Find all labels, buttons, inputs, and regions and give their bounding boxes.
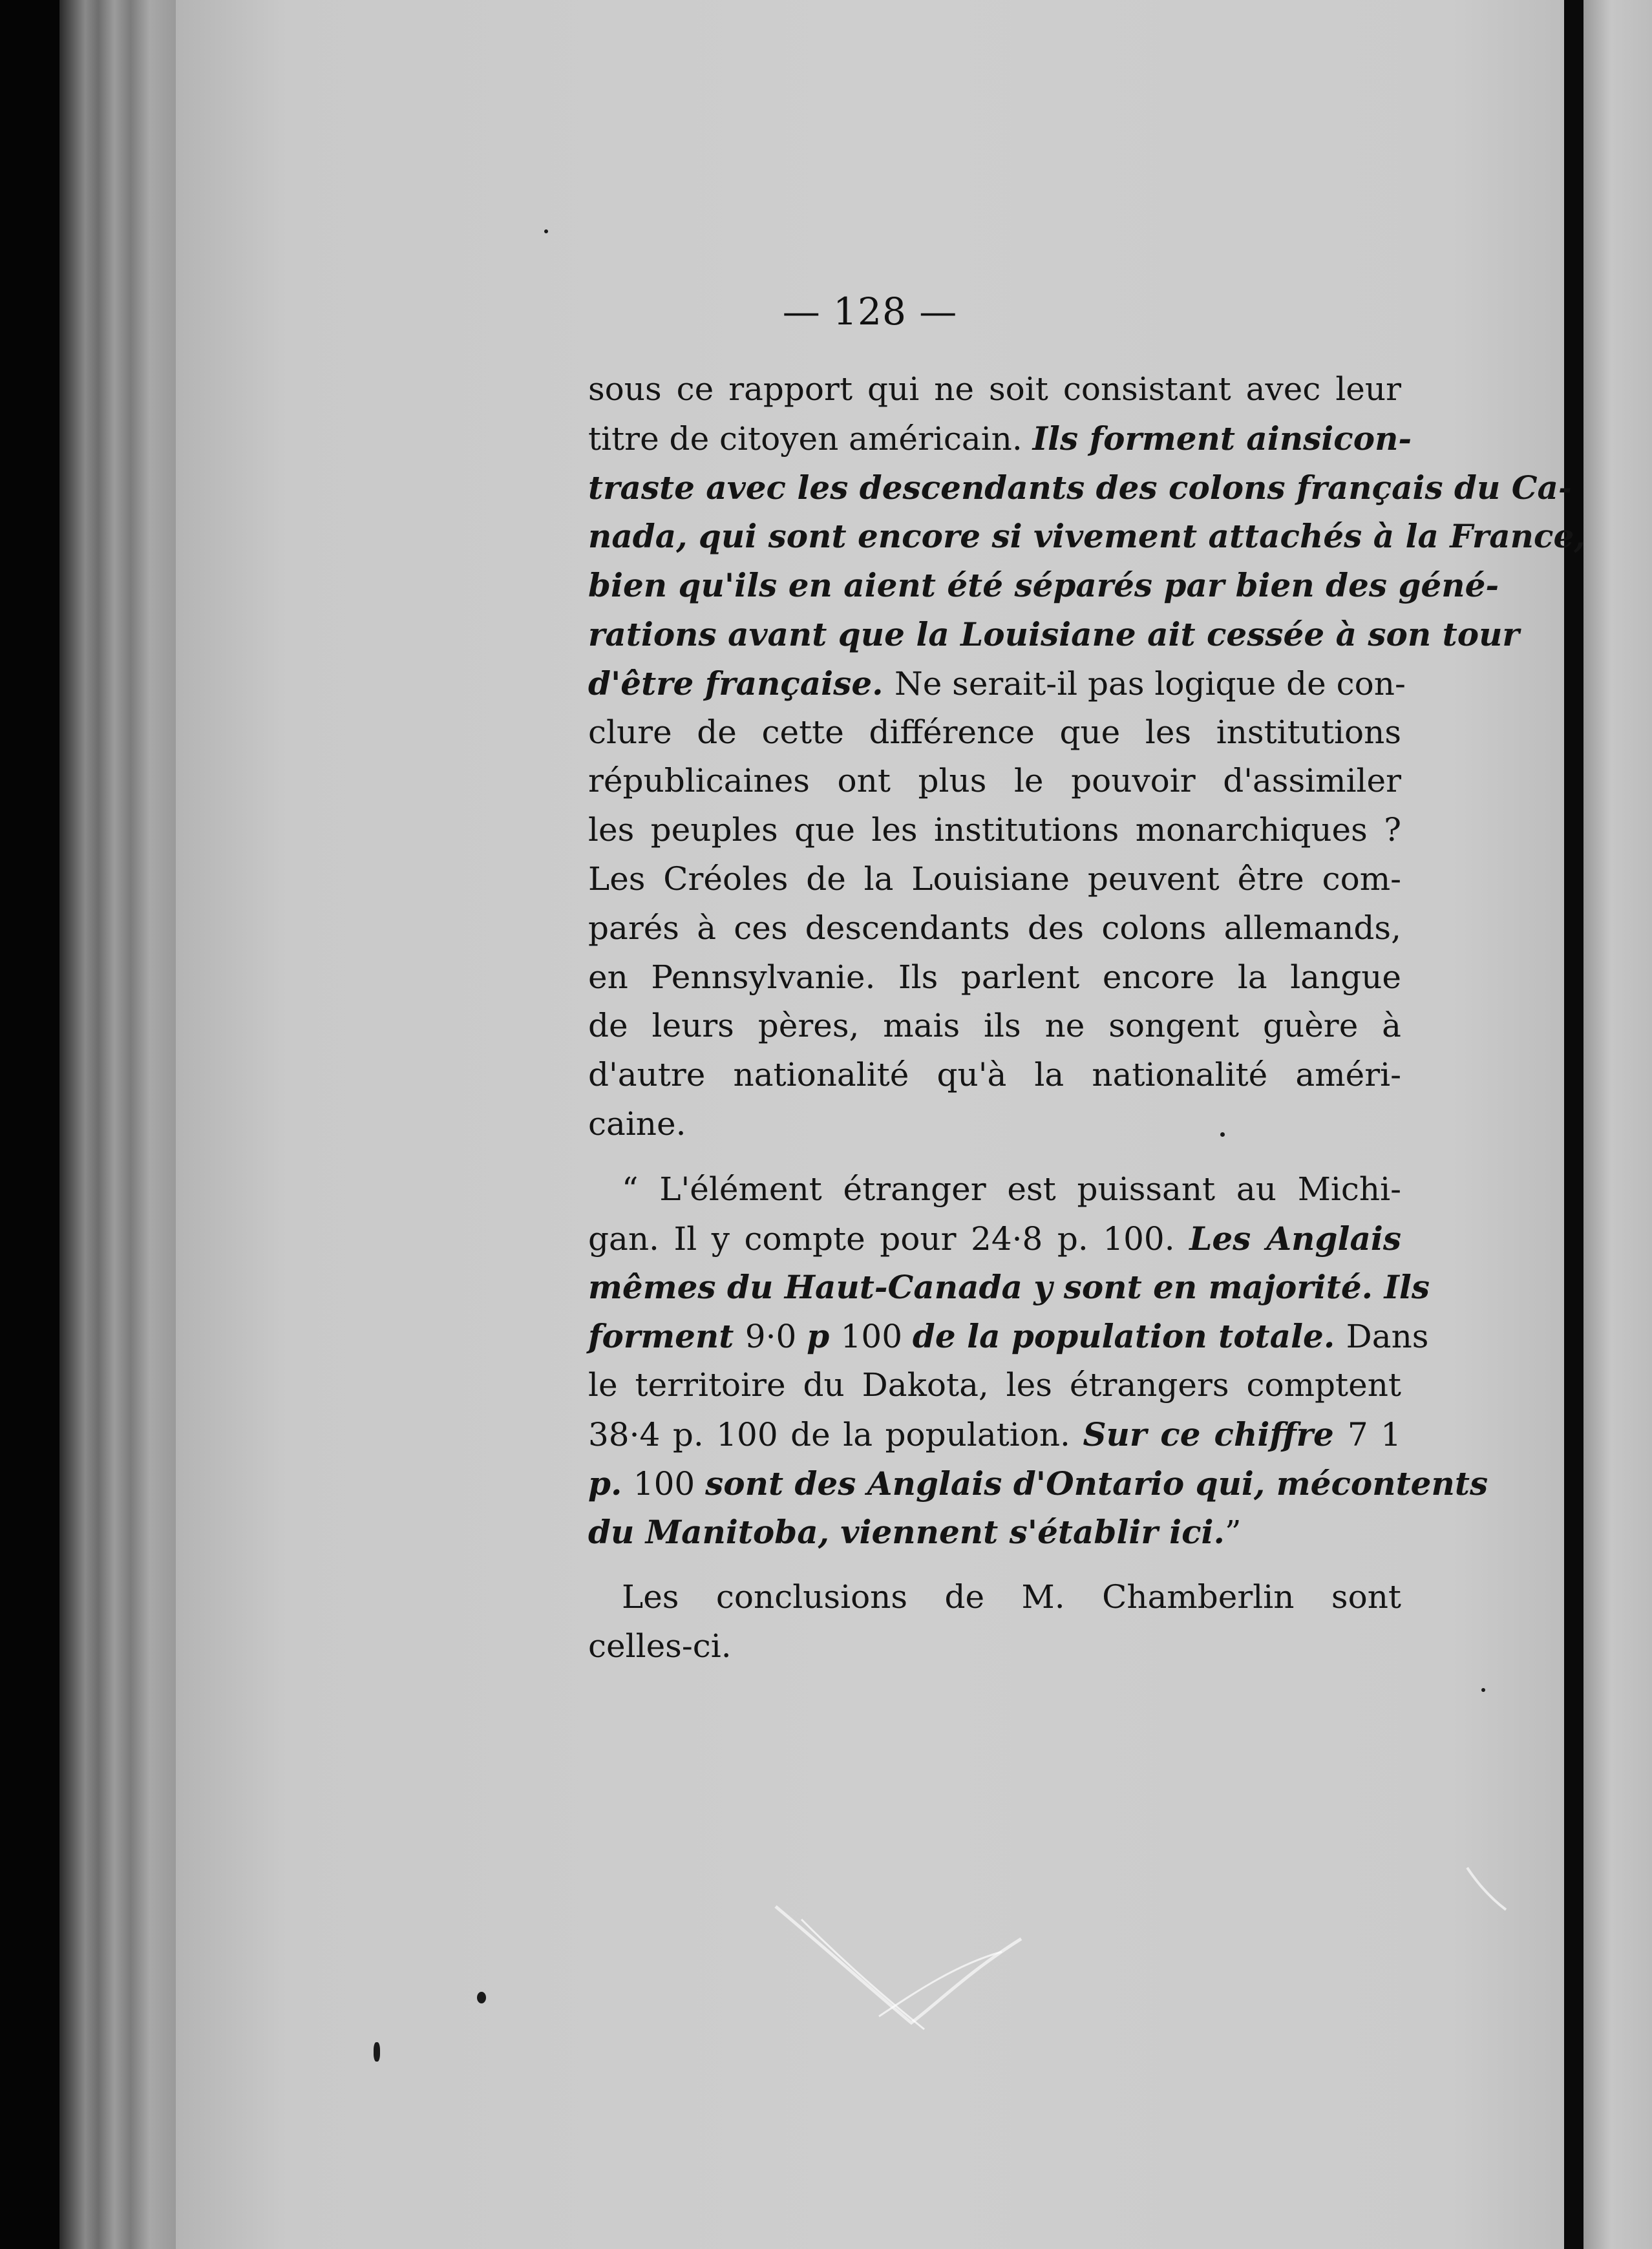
text-line [588,1573,1401,1622]
roman-text: titre de citoyen américain. [588,419,1033,458]
italic-text: d'être française. [588,664,895,702]
roman-text: “ L'élément étranger est puissant au Michi- [622,1170,1401,1208]
roman-text: de leurs pères, mais ils ne songent guère à [588,1007,1401,1045]
page-edges [59,0,176,2249]
text-line [588,561,1499,610]
text-line [588,904,1401,953]
body-text [588,365,1585,1671]
text-line [588,463,1572,512]
text-line [588,1361,1401,1410]
text-line [588,953,1401,1002]
text-line [588,1312,1429,1361]
text-line [588,1459,1488,1508]
text-line [588,1263,1430,1312]
scan-speck [374,2042,380,2062]
roman-text: républicaines ont plus le pouvoir d'assimiler [588,762,1401,800]
roman-text: d'autre nationalité qu'à la nationalité améri- [588,1056,1401,1094]
text-line [588,1622,1401,1671]
roman-text: Dans [1346,1318,1429,1356]
text-line [588,365,1401,414]
roman-text: 7 1 [1347,1415,1401,1453]
italic-text: nada, qui sont encore si vivement attachés à la France, [588,517,1585,556]
roman-text: les peuples que les institutions monarchiques ? [588,811,1401,849]
roman-text: Ne serait-il pas logique de con- [894,664,1406,702]
text-line [588,1410,1401,1459]
text-line [588,1165,1401,1214]
italic-text: de la population totale. [912,1317,1346,1356]
text-line [588,659,1406,708]
roman-text: parés à ces descendants des colons allemands, [588,909,1401,947]
italic-text: rations avant que la Louisiane ait cessée à son tour [588,615,1520,653]
italic-text: p. [588,1464,633,1503]
scan-speck [1220,1132,1225,1137]
scan-scratch-mark [1461,1861,1512,1919]
roman-text: gan. Il y compte pour 24·8 p. 100. [588,1220,1190,1258]
roman-text: clure de cette différence que les institutions [588,713,1401,751]
paragraph-gap [588,1149,1401,1165]
italic-text: p [807,1317,841,1356]
roman-text: Les conclusions de M. Chamberlin sont [622,1578,1401,1616]
roman-text: sous ce rapport qui ne soit consistant avec leur [588,370,1401,408]
text-line [588,855,1401,904]
italic-text: forment [588,1317,745,1356]
text-line [588,610,1520,659]
roman-text: 38·4 p. 100 de la population. [588,1415,1083,1453]
scan-speck [477,1992,486,2003]
roman-text: Les Créoles de la Louisiane peuvent être com- [588,860,1401,898]
italic-text: sont des Anglais d'Ontario qui, mécontents [705,1464,1488,1503]
text-line [588,414,1412,463]
text-line [588,806,1401,855]
roman-text: 100 [840,1318,913,1356]
paragraph-gap [588,1557,1401,1573]
right-gutter [1564,0,1583,2249]
roman-text: 100 [633,1464,706,1503]
roman-text: en Pennsylvanie. Ils parlent encore la langue [588,958,1401,996]
paragraph-2 [588,1165,1488,1557]
scan-speck [1481,1688,1485,1692]
page-number: — 128 — [782,290,958,333]
text-line [588,1214,1401,1263]
scan-speck [544,229,548,233]
paragraph-3 [588,1573,1401,1671]
roman-text: 9·0 [745,1318,807,1356]
italic-text: bien qu'ils en aient été séparés par bien des géné- [588,566,1499,605]
roman-text: ” [1224,1514,1242,1552]
roman-text: celles-ci. [588,1627,732,1665]
italic-text: traste avec les descendants des colons français du Ca- [588,468,1572,507]
scan-scratch-mark [763,1894,1034,2049]
text-line [588,1508,1401,1557]
italic-text: Ils forment ainsicon- [1032,419,1412,458]
text-line [588,512,1585,561]
facing-page-edge [1583,0,1652,2249]
italic-text: du Manitoba, viennent s'établir ici. [588,1513,1225,1552]
paragraph-1 [588,365,1585,1149]
italic-text: Sur ce chiffre [1083,1415,1348,1453]
text-line [588,708,1401,757]
italic-text: mêmes du Haut-Canada y sont en majorité. Ils [588,1268,1430,1307]
text-line [588,1002,1401,1051]
text-line [588,1100,1401,1149]
roman-text: le territoire du Dakota, les étrangers comptent [588,1366,1401,1404]
text-line [588,757,1401,806]
roman-text: caine. [588,1104,686,1143]
text-line [588,1051,1401,1100]
italic-text: Les Anglais [1189,1219,1401,1258]
